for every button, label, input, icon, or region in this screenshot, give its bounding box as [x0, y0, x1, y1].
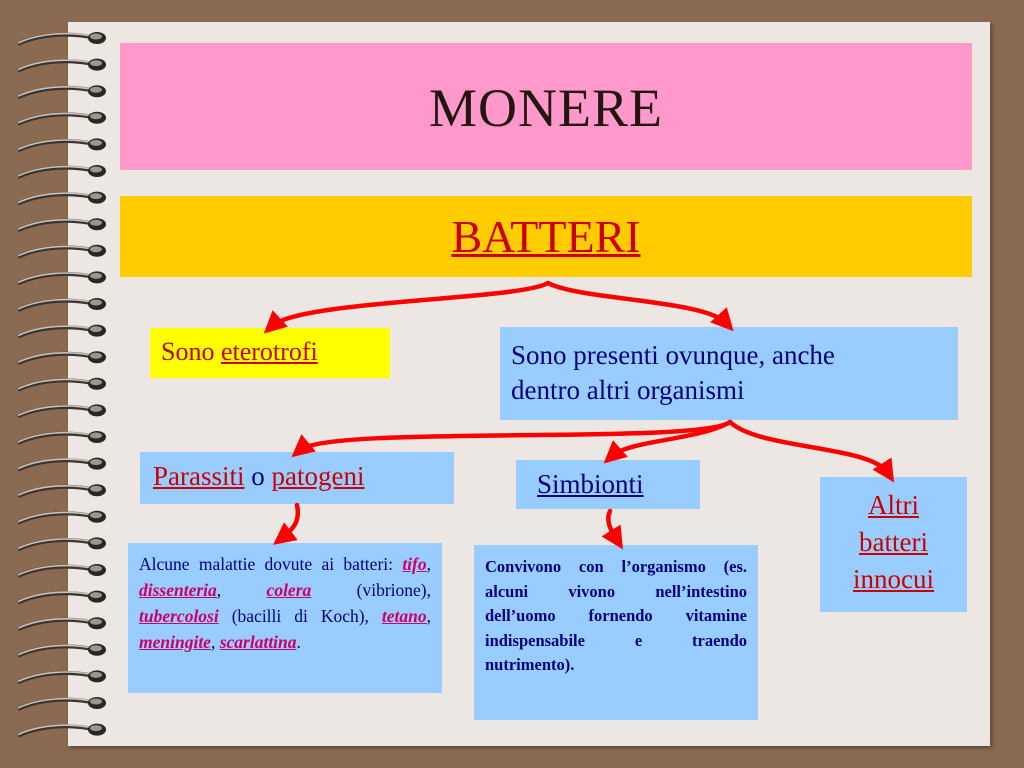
ring: [18, 724, 106, 736]
disease-tifo: tifo: [402, 554, 427, 574]
node-parassiti: [140, 452, 454, 504]
node-altri-batteri: [820, 477, 967, 612]
altri-line2: batteri: [859, 527, 928, 557]
ring: [18, 644, 106, 656]
title-banner: [120, 43, 972, 170]
ring: [18, 458, 106, 470]
altri-line3: innocui: [853, 564, 934, 594]
disease-tubercolosi: tubercolosi: [139, 606, 219, 626]
malattie-text: Alcune malattie dovute ai batteri: tifo, dissenteria, colera (vibrione), tubercolosi (bacilli di Koch), tetano, meningite, scarlattina.: [139, 554, 431, 652]
simbionti-term: Simbionti: [537, 469, 644, 499]
parassiti-mid: o: [244, 461, 272, 491]
ring: [18, 591, 106, 603]
node-ovunque: [500, 327, 958, 420]
ring: [18, 564, 106, 576]
ovunque-line1: Sono presenti ovunque, anche: [511, 340, 835, 370]
ring: [18, 218, 106, 230]
ring: [18, 245, 106, 257]
ring: [18, 404, 106, 416]
ring: [18, 325, 106, 337]
subtitle: BATTERI: [451, 211, 641, 262]
eterotrofi-prefix: Sono: [161, 337, 221, 366]
eterotrofi-term: eterotrofi: [220, 337, 318, 366]
node-simbionti: [516, 460, 700, 509]
ring: [18, 670, 106, 682]
disease-meningite: meningite: [139, 632, 211, 652]
disease-colera: colera: [266, 580, 312, 600]
ring: [18, 617, 106, 629]
subtitle-banner: [120, 196, 972, 277]
ring: [18, 85, 106, 97]
patogeni-term: patogeni: [271, 461, 365, 491]
ring: [18, 192, 106, 204]
simbiosi-text: Convivono con l’organismo (es. alcuni vivono nell’intestino dell’uomo fornendo vitamine indispensabile e traendo nutrimento).: [485, 557, 747, 674]
altri-line1: Altri: [868, 490, 919, 520]
parassiti-term: Parassiti: [153, 461, 245, 491]
disease-tetano: tetano: [381, 606, 427, 626]
page-title: MONERE: [429, 78, 663, 138]
ring: [18, 32, 106, 44]
ring: [18, 112, 106, 124]
ring: [18, 59, 106, 71]
ring: [18, 271, 106, 283]
ring: [18, 511, 106, 523]
ring: [18, 378, 106, 390]
ring: [18, 431, 106, 443]
ring: [18, 298, 106, 310]
ring: [18, 138, 106, 150]
node-simbiosi-descrizione: [474, 545, 758, 720]
ring: [18, 351, 106, 363]
ring: [18, 484, 106, 496]
spiral-binding: [0, 0, 120, 768]
node-malattie: [128, 543, 442, 693]
disease-scarlattina: scarlattina: [219, 632, 297, 652]
ring: [18, 697, 106, 709]
node-eterotrofi: [150, 328, 390, 378]
ring: [18, 537, 106, 549]
ring: [18, 165, 106, 177]
ovunque-line2: dentro altri organismi: [511, 375, 745, 405]
disease-dissenteria: dissenteria: [139, 580, 217, 600]
